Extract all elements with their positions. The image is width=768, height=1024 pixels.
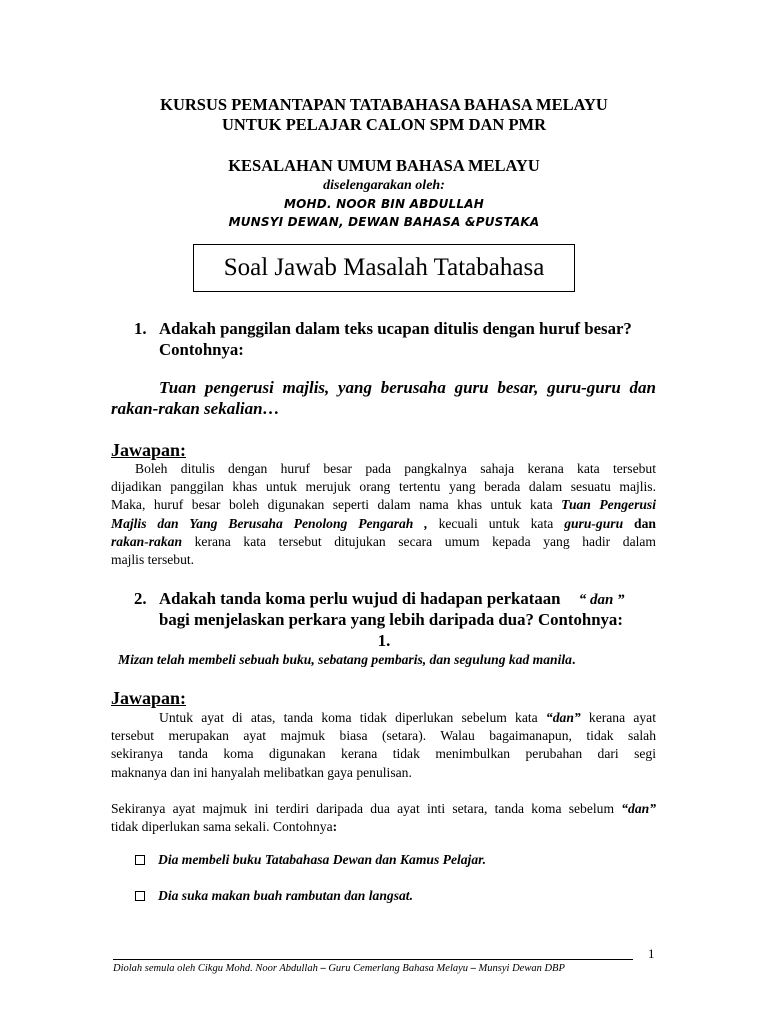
answer-2-line-2: tersebut merupakan ayat majmuk biasa (setara). Walau bagaimanapun, tidak salah <box>111 728 656 744</box>
answer-1-line-1: Boleh ditulis dengan huruf besar pada pangkalnya sahaja kerana kata tersebut <box>135 461 656 476</box>
title-box <box>193 244 575 292</box>
question-2-line-1 <box>159 588 625 611</box>
question-2-number: 2. <box>134 589 147 608</box>
organizer-role: MUNSYI DEWAN, DEWAN BAHASA &PUSTAKA <box>228 215 540 229</box>
answer-1-line-5b: kerana kata tersebut ditujukan secara umum kepada yang hadir dalam <box>182 533 656 549</box>
footer-text <box>113 962 565 975</box>
footer-divider <box>113 959 633 960</box>
question-2-line-2: bagi menjelaskan perkara yang lebih daripada dua? Contohnya: <box>159 610 623 629</box>
example-1-line-2: rakan-rakan sekalian… <box>111 399 280 418</box>
answer-2-line-3: sekiranya tanda koma digunakan kerana tidak menimbulkan perubahan dari segi <box>111 746 656 762</box>
bullet-item-2: Dia suka makan buah rambutan dan langsat. <box>158 888 413 903</box>
footer-text-b: Guru Cemerlang Bahasa Melayu <box>325 963 471 974</box>
checkbox-icon <box>135 855 145 865</box>
answer-2-body-2 <box>111 800 656 836</box>
example-1-line-1: Tuan pengerusi majlis, yang berusaha guru besar, guru-guru dan <box>159 378 656 397</box>
answer-2-heading: Jawapan: <box>111 688 187 708</box>
header-line-2: UNTUK PELAJAR CALON SPM DAN PMR <box>221 115 547 134</box>
answer-2-line-5a: Sekiranya ayat majmuk ini terdiri daripada dua ayat inti setara, tanda koma sebelum <box>111 801 622 816</box>
answer-1-line-5 <box>111 533 656 551</box>
header-line-1: KURSUS PEMANTAPAN TATABAHASA BAHASA MELAYU <box>160 95 608 114</box>
header-subtitle: KESALAHAN UMUM BAHASA MELAYU <box>228 156 540 175</box>
answer-1-term-rakan: rakan-rakan <box>111 533 183 549</box>
question-2-sub-number: 1. <box>377 631 391 650</box>
answer-2-line-1c: kerana ayat <box>580 710 656 725</box>
answer-1-dan: dan <box>623 515 656 531</box>
organized-by-label: diselengarakan oleh: <box>323 178 445 193</box>
answer-2-dan-2: “dan” <box>621 801 656 816</box>
answer-2-line-6a: tidak diperlukan sama sekali. Contohnya <box>111 819 333 835</box>
answer-1-line-4b: kecuali untuk kata <box>427 515 565 531</box>
answer-1-line-3a: Maka, huruf besar boleh digunakan seperti dalam nama khas untuk kata <box>111 497 562 513</box>
bullet-item-1: Dia membeli buku Tatabahasa Dewan dan Kamus Pelajar. <box>158 852 487 867</box>
answer-1-term-guru: guru-guru <box>564 515 624 531</box>
page-number: 1 <box>648 946 655 961</box>
box-title: Soal Jawab Masalah Tatabahasa <box>223 254 545 281</box>
answer-2-line-1 <box>111 709 656 727</box>
footer-text-c: Munsyi Dewan DBP <box>475 963 565 974</box>
question-1-number: 1. <box>134 319 147 338</box>
example-2-period: . <box>571 652 576 667</box>
answer-2-line-1a: Untuk ayat di atas, tanda koma tidak diperlukan sebelum kata <box>159 710 546 725</box>
answer-1-body <box>111 460 656 569</box>
answer-1-line-6: majlis tersebut. <box>111 552 195 568</box>
answer-2-dan-1: “dan” <box>545 710 581 725</box>
answer-1-heading: Jawapan: <box>111 440 187 460</box>
question-1-line-1: Adakah panggilan dalam teks ucapan ditulis dengan huruf besar? <box>159 319 632 338</box>
example-2 <box>118 651 575 669</box>
answer-2-colon: : <box>332 819 338 835</box>
question-2-text: Adakah tanda koma perlu wujud di hadapan perkataan <box>159 589 561 608</box>
answer-1-line-3 <box>111 496 656 514</box>
answer-2-line-6 <box>111 818 656 836</box>
question-1-line-2: Contohnya: <box>159 340 244 359</box>
answer-2-body <box>111 709 656 782</box>
organizer-name: MOHD. NOOR BIN ABDULLAH <box>284 197 484 211</box>
answer-2-line-5 <box>111 800 656 818</box>
example-2-text: Mizan telah membeli sebuah buku, sebatang pembaris, dan segulung kad manila <box>118 652 572 667</box>
answer-1-term-majlis: Majlis dan Yang Berusaha Penolong Pengarah , <box>111 515 428 531</box>
answer-1-line-2: dijadikan panggilan khas untuk merujuk orang tertentu yang berada dalam sesuatu majlis. <box>111 479 656 495</box>
footer-dash-1: – <box>320 963 326 974</box>
question-2-quoted-dan: “ dan ” <box>578 592 625 608</box>
answer-2-line-4: maknanya dan ini hanyalah melibatkan gaya penulisan. <box>111 764 412 780</box>
checkbox-icon <box>135 891 145 901</box>
answer-1-term-tuan: Tuan Pengerusi <box>561 497 656 513</box>
answer-1-line-4 <box>111 515 656 533</box>
footer-text-a: Diolah semula oleh Cikgu Mohd. Noor Abdullah <box>113 963 321 974</box>
footer-dash-2: – <box>470 963 476 974</box>
